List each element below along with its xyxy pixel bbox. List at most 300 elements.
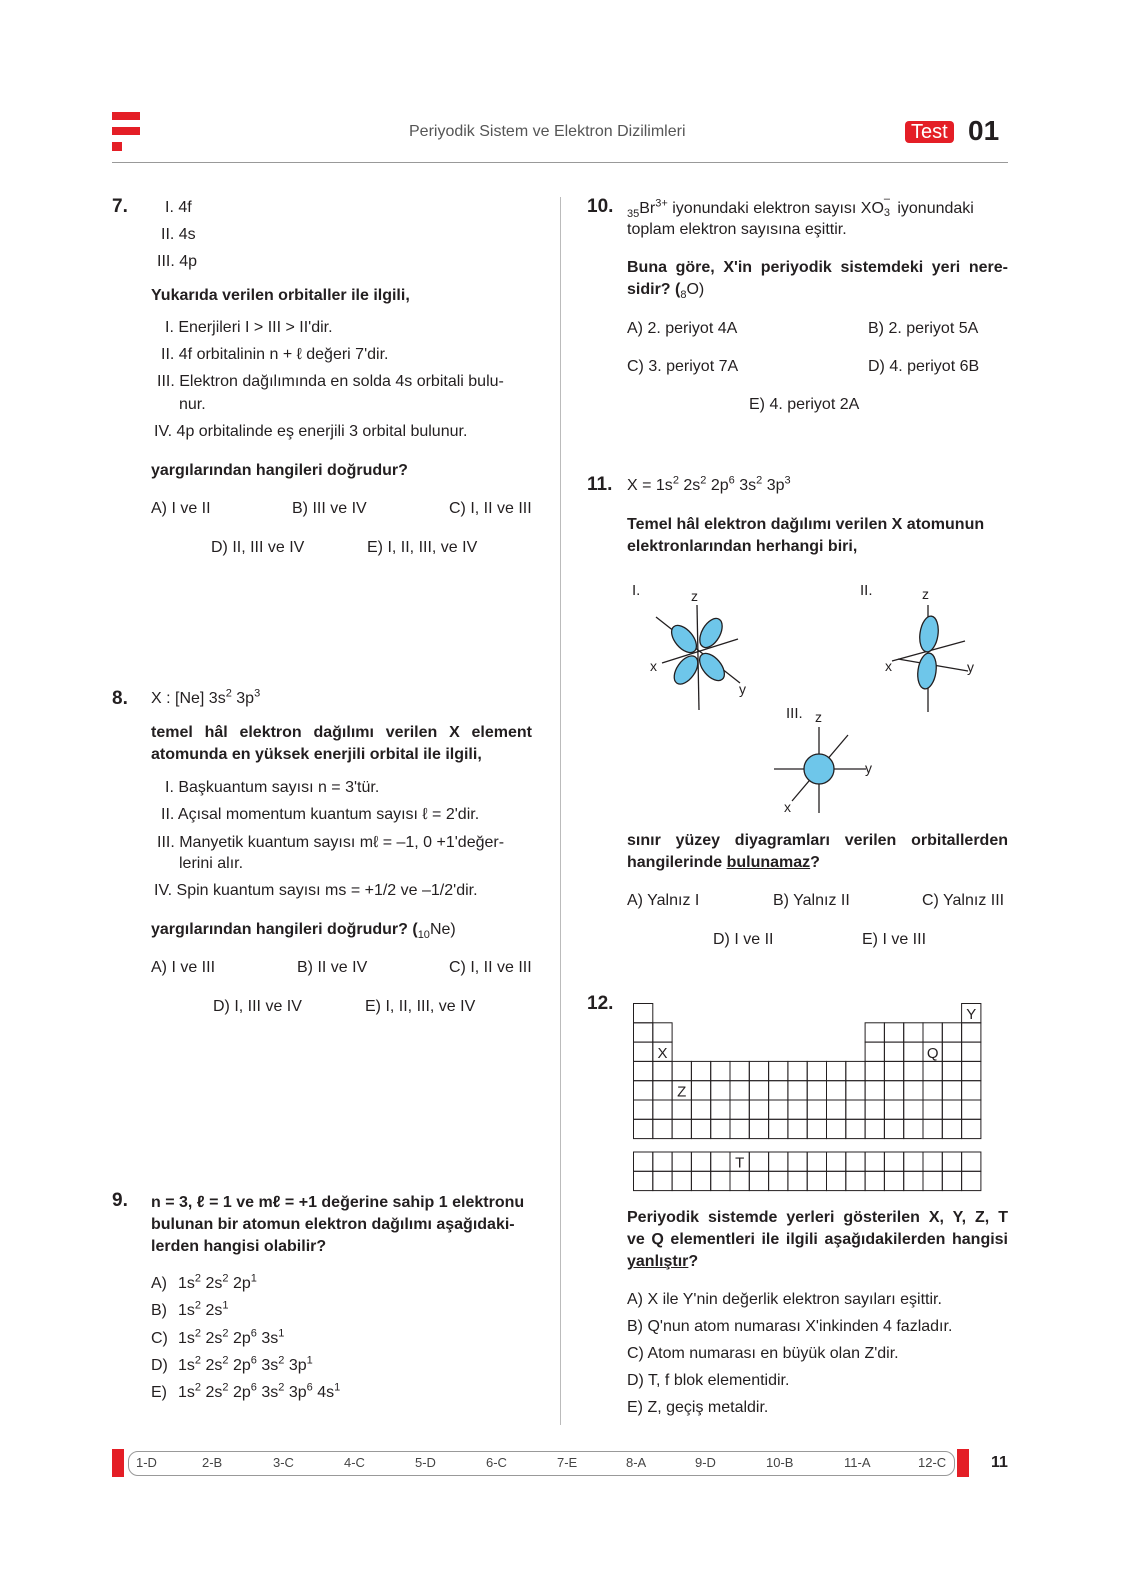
atomic-number: 10 (417, 929, 430, 942)
question-stem: Temel hâl elektron dağılımı verilen X atomunun (627, 516, 985, 533)
table-cell (711, 1081, 730, 1100)
diagram-label-iii: III. (786, 705, 803, 722)
table-cell (672, 1061, 691, 1080)
table-cell (846, 1100, 865, 1119)
question-prompt (627, 852, 820, 874)
table-cell (904, 1152, 923, 1171)
electron-count: 1 (250, 1272, 257, 1285)
electron-count: 2 (278, 1381, 285, 1394)
table-cell (711, 1061, 730, 1080)
orbital-term: 1s (655, 477, 673, 494)
orbital-term: 2p (232, 1357, 251, 1374)
table-cell (653, 1100, 672, 1119)
table-cell (865, 1081, 884, 1100)
table-cell (653, 1081, 672, 1100)
option-e[interactable]: E) I ve III (862, 931, 927, 948)
table-cell (730, 1171, 749, 1190)
orbital-term: 1s (178, 1302, 195, 1319)
answer-key-item: 4-C (344, 1455, 365, 1470)
statement: I. Başkuantum sayısı n = 3'tür. (165, 779, 380, 796)
option-c[interactable]: C) I, II ve III (449, 500, 532, 517)
table-cell (923, 1119, 942, 1138)
question-prompt (627, 279, 704, 301)
table-cell (827, 1061, 846, 1080)
option-label: A) (151, 1275, 167, 1292)
axis-label-y: y (739, 681, 746, 697)
orbital-term: 2s (205, 1330, 223, 1347)
table-cell (846, 1119, 865, 1138)
answer-key-item: 10-B (766, 1455, 794, 1470)
question-number: 10. (587, 196, 614, 217)
option-a[interactable] (151, 1273, 257, 1295)
table-cell (634, 1004, 653, 1023)
question-stem: Yukarıda verilen orbitaller ile ilgili, (151, 287, 410, 304)
table-cell (749, 1100, 768, 1119)
question-prompt (151, 919, 456, 941)
statement: I. Enerjileri I > III > II'dir. (165, 319, 333, 336)
table-cell (730, 1119, 749, 1138)
option-d[interactable]: D) I, III ve IV (213, 998, 302, 1015)
table-cell (769, 1119, 788, 1138)
table-cell (634, 1171, 653, 1190)
table-cell (807, 1171, 826, 1190)
table-cell (884, 1100, 903, 1119)
table-cell (691, 1100, 710, 1119)
periodic-table-diagram (632, 1002, 984, 1197)
electron-count: 1 (222, 1299, 229, 1312)
table-cell (788, 1152, 807, 1171)
config-text: X : [Ne] 3s (151, 690, 226, 707)
orbital-term: 2s (205, 1357, 223, 1374)
orbital-diagrams (620, 575, 1008, 825)
table-cell (865, 1061, 884, 1080)
orbital-term: 2p (710, 477, 729, 494)
electron-count: 3 (784, 474, 791, 487)
element-y-label: Y (966, 1006, 977, 1024)
table-cell (942, 1152, 961, 1171)
electron-count: 1 (278, 1327, 285, 1340)
table-cell (788, 1171, 807, 1190)
answer-key-item: 2-B (202, 1455, 223, 1470)
element-x-label: X (657, 1044, 668, 1062)
table-cell (884, 1119, 903, 1138)
table-cell (884, 1023, 903, 1042)
table-cell (769, 1061, 788, 1080)
option-c[interactable] (151, 1328, 284, 1350)
option-b[interactable]: B) II ve IV (297, 959, 368, 976)
answer-key-item: 3-C (273, 1455, 294, 1470)
orbital-term: 2s (205, 1384, 223, 1401)
table-cell (807, 1100, 826, 1119)
electron-count: 2 (194, 1327, 202, 1340)
table-cell (884, 1152, 903, 1171)
option-e[interactable]: E) I, II, III, ve IV (367, 539, 478, 556)
table-cell (942, 1042, 961, 1061)
table-cell (962, 1081, 981, 1100)
table-cell (884, 1042, 903, 1061)
table-cell (923, 1171, 942, 1190)
table-cell (672, 1100, 691, 1119)
table-cell (769, 1081, 788, 1100)
table-cell (634, 1061, 653, 1080)
statement: IV. 4p orbitalinde eş enerjili 3 orbital bulunur. (154, 423, 468, 440)
axis-label-x: x (784, 799, 791, 815)
element-z-label: Z (677, 1083, 687, 1101)
table-cell (807, 1152, 826, 1171)
answer-key-item: 11-A (844, 1455, 871, 1470)
table-cell (846, 1171, 865, 1190)
answer-key-item: 12-C (918, 1455, 947, 1470)
table-cell (846, 1152, 865, 1171)
electron-config (151, 688, 260, 710)
table-cell (962, 1171, 981, 1190)
electron-count: 2 (222, 1327, 229, 1340)
table-cell (634, 1023, 653, 1042)
table-cell (904, 1061, 923, 1080)
orbital-term: 1s (178, 1384, 195, 1401)
question-stem: atomunda en yüksek enerjili orbital ile ilgili, (151, 746, 482, 763)
prompt-text: ? (810, 854, 820, 871)
electron-count: 6 (250, 1327, 257, 1340)
question-number: 7. (112, 196, 128, 217)
table-cell (865, 1119, 884, 1138)
orbital-term: 2p (232, 1330, 251, 1347)
option-a[interactable]: A) I ve II (151, 500, 211, 517)
table-cell (962, 1100, 981, 1119)
table-cell (711, 1100, 730, 1119)
option-c[interactable]: C) Atom numarası en büyük olan Z'dir. (627, 1345, 899, 1362)
orbital-term: 3s (261, 1330, 279, 1347)
axis-label-y: y (967, 659, 974, 675)
statement: IV. Spin kuantum sayısı ms = +1/2 ve –1/2'dir. (154, 882, 478, 899)
table-cell (904, 1119, 923, 1138)
stem-text: iyonundaki (892, 200, 974, 217)
electron-count: 1 (306, 1354, 313, 1367)
table-cell (788, 1100, 807, 1119)
table-cell (749, 1119, 768, 1138)
question-stem: elektronlarından herhangi biri, (627, 538, 858, 555)
table-cell (691, 1081, 710, 1100)
orbital-d-diagram (632, 582, 746, 710)
question-number: 9. (112, 1190, 128, 1211)
electron-count: 6 (250, 1354, 257, 1367)
prompt-emphasis: bulunamaz (726, 854, 811, 871)
table-cell (846, 1061, 865, 1080)
statement: III. Elektron dağılımında en solda 4s orbitali bulu- (157, 373, 504, 390)
electron-count: 2 (194, 1381, 202, 1394)
table-cell (962, 1119, 981, 1138)
table-cell (904, 1100, 923, 1119)
electron-count: 2 (194, 1354, 202, 1367)
table-cell (634, 1152, 653, 1171)
table-cell (769, 1171, 788, 1190)
atomic-number: 8 (680, 289, 687, 302)
electron-count: 6 (728, 474, 735, 487)
question-stem: ve Q elementleri ile ilgili aşağıdakilerden hangisi (627, 1231, 1008, 1248)
table-cell (827, 1171, 846, 1190)
prompt-text: hangilerinde (627, 854, 727, 871)
option-b[interactable] (151, 1300, 229, 1322)
electron-count: 6 (250, 1381, 257, 1394)
table-cell (923, 1100, 942, 1119)
orbital-term: 3p (288, 1384, 307, 1401)
table-cell (730, 1061, 749, 1080)
orbital-item: I. 4f (165, 199, 192, 216)
electron-count: 2 (672, 474, 679, 487)
electron-count: 2 (222, 1381, 229, 1394)
table-cell (865, 1152, 884, 1171)
element-t-label: T (735, 1154, 745, 1172)
table-cell (923, 1061, 942, 1080)
prompt-text: ? (688, 1253, 699, 1270)
prompt-text: O) (686, 281, 705, 298)
option-a[interactable]: A) Yalnız I (627, 892, 700, 909)
table-cell (904, 1042, 923, 1061)
question-stem (627, 1251, 698, 1273)
option-b[interactable]: B) Q'nun atom numarası X'inkinden 4 fazladır. (627, 1318, 953, 1335)
table-cell (653, 1171, 672, 1190)
table-cell (865, 1023, 884, 1042)
table-cell (634, 1042, 653, 1061)
table-cell (923, 1152, 942, 1171)
option-d[interactable] (151, 1355, 313, 1377)
table-cell (653, 1061, 672, 1080)
orbital-item: II. 4s (161, 226, 196, 243)
answer-key-item: 8-A (626, 1455, 647, 1470)
table-cell (827, 1100, 846, 1119)
question-stem: $_{35}Br^{3+}$ iyonundaki elektron sayısı XO – 3 iyonundaki (627, 193, 974, 221)
table-cell (788, 1061, 807, 1080)
table-cell (730, 1100, 749, 1119)
answer-key-item: 7-E (557, 1455, 578, 1470)
option-d[interactable]: D) I ve II (713, 931, 774, 948)
table-cell (788, 1081, 807, 1100)
option-b[interactable]: B) III ve IV (292, 500, 367, 517)
atomic-number: 35 (627, 208, 640, 221)
statement: lerini alır. (179, 855, 244, 872)
prompt-text: yargılarından hangileri doğrudur? ( (151, 921, 418, 938)
electron-config (627, 475, 791, 497)
statement: II. 4f orbitalinin n + ℓ değeri 7'dir. (161, 346, 389, 363)
question-prompt: Buna göre, X'in periyodik sistemdeki yeri nere- (627, 259, 1008, 276)
element-q-label: Q (926, 1044, 939, 1062)
answer-key-bar (112, 1449, 969, 1477)
diagram-label-ii: II. (860, 582, 873, 599)
table-cell (923, 1081, 942, 1100)
orbital-term: 1s (178, 1330, 195, 1347)
prompt-text: sidir? ( (627, 281, 681, 298)
table-cell (865, 1171, 884, 1190)
table-cell (827, 1119, 846, 1138)
config-text: X = (627, 477, 656, 494)
question-stem: temel hâl elektron dağılımı verilen X element (151, 724, 532, 741)
table-cell (672, 1171, 691, 1190)
option-a[interactable]: A) X ile Y'nin değerlik elektron sayıları eşittir. (627, 1291, 942, 1308)
table-cell (711, 1119, 730, 1138)
table-cell (807, 1119, 826, 1138)
option-a[interactable]: A) I ve III (151, 959, 216, 976)
table-cell (962, 1061, 981, 1080)
option-e[interactable]: E) I, II, III, ve IV (365, 998, 476, 1015)
option-d[interactable]: D) II, III ve IV (211, 539, 305, 556)
table-cell (846, 1081, 865, 1100)
electron-count: 2 (756, 474, 763, 487)
table-cell (769, 1100, 788, 1119)
orbital-d-diagram (860, 582, 974, 712)
option-label: C) (151, 1330, 168, 1347)
table-cell (962, 1042, 981, 1061)
question-stem: lerden hangisi olabilir? (151, 1238, 327, 1255)
table-cell (827, 1081, 846, 1100)
orbital-term: 2s (205, 1275, 223, 1292)
axis-label-y: y (865, 760, 872, 776)
table-cell (884, 1061, 903, 1080)
header-divider (112, 162, 1008, 163)
table-cell (711, 1152, 730, 1171)
table-cell (691, 1171, 710, 1190)
electron-count: 2 (222, 1272, 229, 1285)
orbital-term: 4s (317, 1384, 335, 1401)
table-cell (634, 1119, 653, 1138)
question-prompt: sınır yüzey diyagramları verilen orbitallerden (627, 832, 1008, 849)
table-cell (769, 1152, 788, 1171)
table-cell (942, 1023, 961, 1042)
orbital-term: 2p (232, 1384, 251, 1401)
orbital-item: III. 4p (157, 253, 198, 270)
table-cell (711, 1171, 730, 1190)
option-c[interactable]: C) I, II ve III (449, 959, 532, 976)
config-exp: 3 (254, 687, 261, 700)
table-cell (691, 1119, 710, 1138)
table-cell (807, 1081, 826, 1100)
config-text: 3p (231, 690, 255, 707)
table-cell (923, 1023, 942, 1042)
table-cell (653, 1152, 672, 1171)
orbital-term: 3p (766, 477, 785, 494)
orbital-term: 3s (261, 1384, 279, 1401)
electron-count: 2 (194, 1299, 202, 1312)
answer-key-item: 1-D (136, 1455, 157, 1470)
table-cell (691, 1152, 710, 1171)
table-cell (962, 1152, 981, 1171)
option-e[interactable] (151, 1382, 340, 1404)
table-cell (730, 1081, 749, 1100)
axis-label-x: x (650, 658, 657, 674)
orbital-term: 3s (739, 477, 757, 494)
table-cell (653, 1023, 672, 1042)
table-cell (904, 1171, 923, 1190)
option-c[interactable]: C) 3. periyot 7A (627, 358, 739, 375)
page-number: 11 (991, 1454, 1008, 1471)
axis-label-z: z (815, 709, 822, 725)
table-cell (942, 1119, 961, 1138)
table-cell (827, 1152, 846, 1171)
axis-label-z: z (691, 588, 698, 604)
option-d[interactable]: D) 4. periyot 6B (868, 358, 980, 375)
diagram-label-i: I. (632, 582, 641, 599)
question-stem: toplam elektron sayısına eşittir. (627, 221, 847, 238)
electron-count: 2 (700, 474, 707, 487)
statement: II. Açısal momentum kuantum sayısı ℓ = 2'dir. (161, 806, 480, 823)
option-b[interactable]: B) Yalnız II (773, 892, 850, 909)
question-number: 8. (112, 688, 128, 709)
electron-count: 2 (194, 1272, 202, 1285)
question-number: 12. (587, 993, 614, 1014)
orbital-term: 1s (178, 1275, 195, 1292)
stem-text: Br (639, 200, 656, 217)
axis-label-z: z (922, 586, 929, 602)
table-cell (672, 1119, 691, 1138)
table-cell (962, 1023, 981, 1042)
orbital-term: 1s (178, 1357, 195, 1374)
question-stem: n = 3, ℓ = 1 ve mℓ = +1 değerine sahip 1 elektronu (151, 1194, 525, 1211)
option-e[interactable]: E) Z, geçiş metaldir. (627, 1399, 769, 1416)
option-c[interactable]: C) Yalnız III (922, 892, 1005, 909)
table-cell (672, 1152, 691, 1171)
column-divider (560, 197, 561, 1425)
option-d[interactable]: D) T, f blok elementidir. (627, 1372, 790, 1389)
electron-count: 2 (278, 1354, 285, 1367)
option-b[interactable]: B) 2. periyot 5A (868, 320, 979, 337)
table-cell (634, 1081, 653, 1100)
option-label: B) (151, 1302, 167, 1319)
option-a[interactable]: A) 2. periyot 4A (627, 320, 738, 337)
orbital-term: 3s (261, 1357, 279, 1374)
electron-count: 6 (306, 1381, 313, 1394)
charge: 3+ (655, 197, 668, 210)
orbital-lobes (804, 754, 834, 784)
table-cell (942, 1081, 961, 1100)
prompt-text: Ne) (429, 921, 456, 938)
table-cell (942, 1171, 961, 1190)
orbital-term: 2s (683, 477, 701, 494)
orbital-term: 2p (232, 1275, 251, 1292)
table-cell (749, 1081, 768, 1100)
answer-key-item: 9-D (695, 1455, 716, 1470)
table-cell (788, 1119, 807, 1138)
table-cell (634, 1100, 653, 1119)
electron-count: 1 (334, 1381, 341, 1394)
statement: III. Manyetik kuantum sayısı mℓ = –1, 0 +1'değer- (157, 834, 505, 851)
table-cell (865, 1042, 884, 1061)
orbital-s-diagram (774, 705, 872, 815)
orbital-term: 2s (205, 1302, 223, 1319)
table-cell (749, 1152, 768, 1171)
table-cell (865, 1100, 884, 1119)
orbital-term: 3p (288, 1357, 307, 1374)
page-title: Periyodik Sistem ve Elektron Dizilimleri (409, 123, 686, 140)
electron-count: 2 (222, 1354, 229, 1367)
test-badge (905, 118, 954, 146)
table-cell (884, 1081, 903, 1100)
answer-key-item: 6-C (486, 1455, 507, 1470)
test-number: 01 (968, 115, 1000, 146)
prompt-emphasis: yanlıştır (627, 1253, 689, 1270)
option-e[interactable]: E) 4. periyot 2A (749, 396, 860, 413)
question-stem: bulunan bir atomun elektron dağılımı aşağıdaki- (151, 1216, 515, 1233)
table-cell (691, 1061, 710, 1080)
table-cell (884, 1171, 903, 1190)
option-label: D) (151, 1357, 168, 1374)
table-cell (749, 1171, 768, 1190)
table-cell (653, 1119, 672, 1138)
question-number: 11. (587, 474, 613, 495)
option-label: E) (151, 1384, 167, 1401)
table-cell (904, 1023, 923, 1042)
brand-logo (112, 112, 142, 152)
test-label: Test (905, 121, 954, 143)
answer-key-item: 5-D (415, 1455, 436, 1470)
